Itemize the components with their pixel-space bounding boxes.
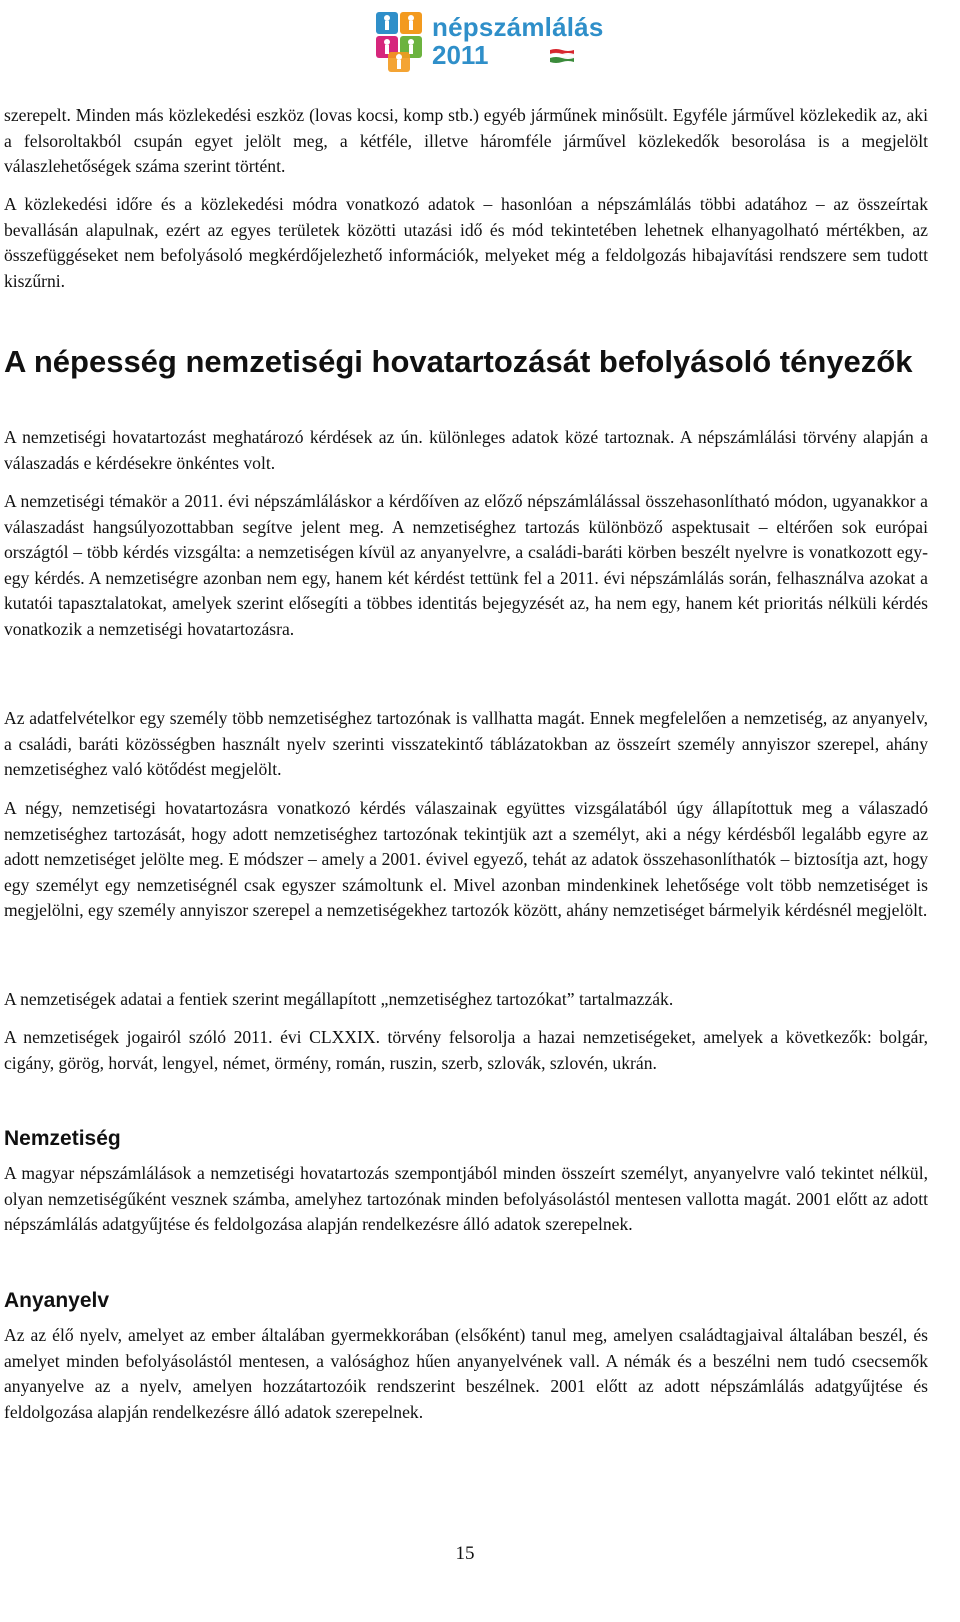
paragraph-multiple-nationalities: Az adatfelvételkor egy személy több nemzetiséghez tartozónak is vallhatta magát. Ennek megfelelően a nemzetiség, az anyanyelv, a családi, baráti közösségben használt nyelv szerinti visszatekintő táblázatokban az összeírt személy annyiszor szerepel, ahány nemzetiséghez való kötődést megjelölt. bbox=[4, 708, 928, 780]
subheading-mother-tongue: Anyanyelv bbox=[4, 1289, 110, 1312]
paragraph-mother-tongue-definition: Az az élő nyelv, amelyet az ember általában gyermekkorában (elsőként) tanul meg, amelyen családtagjaival általában beszél, és amelyet minden befolyásolástól mentesen, a valósághoz hűen anyanyelvének vall. A némák és a beszélni nem tudó csecsemők anyanyelve az a nyelv, amelyen hozzátartozóik rendszerint beszélnek. 2001 előtt az adott népszámlálás adatgyűjtése és feldolgozása alapján rendelkezésre álló adatok szerepelnek. bbox=[4, 1325, 928, 1422]
logo-year: 2011 bbox=[432, 40, 489, 70]
section-heading-nationality-factors: A népesség nemzetiségi hovatartozását befolyásoló tényezők bbox=[4, 344, 913, 379]
paragraph-nationality-topic: A nemzetiségi témakör a 2011. évi népszámláláskor a kérdőíven az előző népszámlálással összehasonlítható módon, ugyanakkor a válaszadást hangsúlyozottabban segítve jelent meg. A nemzetiséghez tartozás különböző aspektusait – eltérően sok európai országtól – több kérdés vizsgálta: a nemzetiségen kívül az anyanyelvre, a családi-baráti körben beszélt nyelvre is vonatkozott egy-egy kérdés. A nemzetiségre azonban nem egy, hanem két kérdést tettünk fel a 2011. évi népszámlálás során, felhasználva azokat a kutatói tapasztalatokat, amelyek szerint elősegíti a többes identitás bejegyzését az, ha nem egy, hanem két prioritás nélküli kérdés vonatkozik a nemzetiségi hovatartozásra. bbox=[4, 491, 928, 639]
paragraph-special-data: A nemzetiségi hovatartozást meghatározó kérdések az ún. különleges adatok közé tartoznak. A népszámlálási törvény alapján a válaszadás e kérdésekre önkéntes volt. bbox=[4, 427, 928, 473]
hungarian-flag-icon bbox=[550, 48, 574, 64]
census-2011-logo bbox=[370, 6, 604, 74]
paragraph-transport-vehicles: szerepelt. Minden más közlekedési eszköz (lovas kocsi, komp stb.) egyéb járműnek minősült. Egyféle járművel közlekedik az, aki a felsoroltakból csupán egyet jelölt meg, a kétféle, illetve háromféle járművel közlekedők besorolása is a megjelölt válaszlehetőségek száma szerint történt. bbox=[4, 105, 928, 177]
paragraph-nationality-definition: A magyar népszámlálások a nemzetiségi hovatartozás szempontjából minden összeírt személyt, anyanyelvre való tekintet nélkül, olyan nemzetiségűként vesznek számba, amelyhez tartozónak minden befolyásolástól mentesen vallotta magát. 2001 előtt az adott népszámlálás adatgyűjtése és feldolgozása alapján rendelkezésre álló adatok szerepelnek. bbox=[4, 1163, 928, 1235]
paragraph-transport-data: A közlekedési időre és a közlekedési módra vonatkozó adatok – hasonlóan a népszámlálás többi adatához – az összeírtak bevallásán alapulnak, ezért az egyes területek közötti utazási idő és mód tekintetében lehetnek elhanyagolható mértékben, az összefüggéseket nem befolyásoló megkérdőjelezhető információk, melyeket még a feldolgozás hibajavítási rendszere sem tudott kiszűrni. bbox=[4, 194, 928, 291]
page-number: 15 bbox=[455, 1543, 475, 1564]
census-logo-icon bbox=[370, 6, 430, 74]
paragraph-nationality-law: A nemzetiségek jogairól szóló 2011. évi CLXXIX. törvény felsorolja a hazai nemzetiségeket, amelyek a következők: bolgár, cigány, görög, horvát, lengyel, német, örmény, román, ruszin, szerb, szlovák, szlovén, ukrán. bbox=[4, 1027, 928, 1073]
subheading-nationality: Nemzetiség bbox=[4, 1127, 121, 1150]
paragraph-four-questions: A négy, nemzetiségi hovatartozásra vonatkozó kérdés válaszainak együttes vizsgálatából úgy állapítottuk meg a válaszadó nemzetiséghez tartozását, hogy adott nemzetiséghez tartozónak tekintjük azt a személyt, aki a négy kérdésből legalább egyre az adott nemzetiséget jelölte meg. E módszer – amely a 2001. évivel egyező, tehát az adatok összehasonlíthatók – biztosítja azt, hogy egy személyt egy nemzetiségnél csak egyszer számoltunk el. Mivel azonban mindenkinek lehetősége volt több nemzetiséget is megjelölni, egy személy annyiszor szerepel a nemzetiségekhez tartozók között, ahány nemzetiséget bármelyik kérdésnél megjelölt. bbox=[4, 798, 928, 921]
logo-title: népszámlálás bbox=[432, 12, 604, 42]
paragraph-nationality-data: A nemzetiségek adatai a fentiek szerint megállapított „nemzetiséghez tartozókat” tartalmazzák. bbox=[4, 989, 674, 1009]
